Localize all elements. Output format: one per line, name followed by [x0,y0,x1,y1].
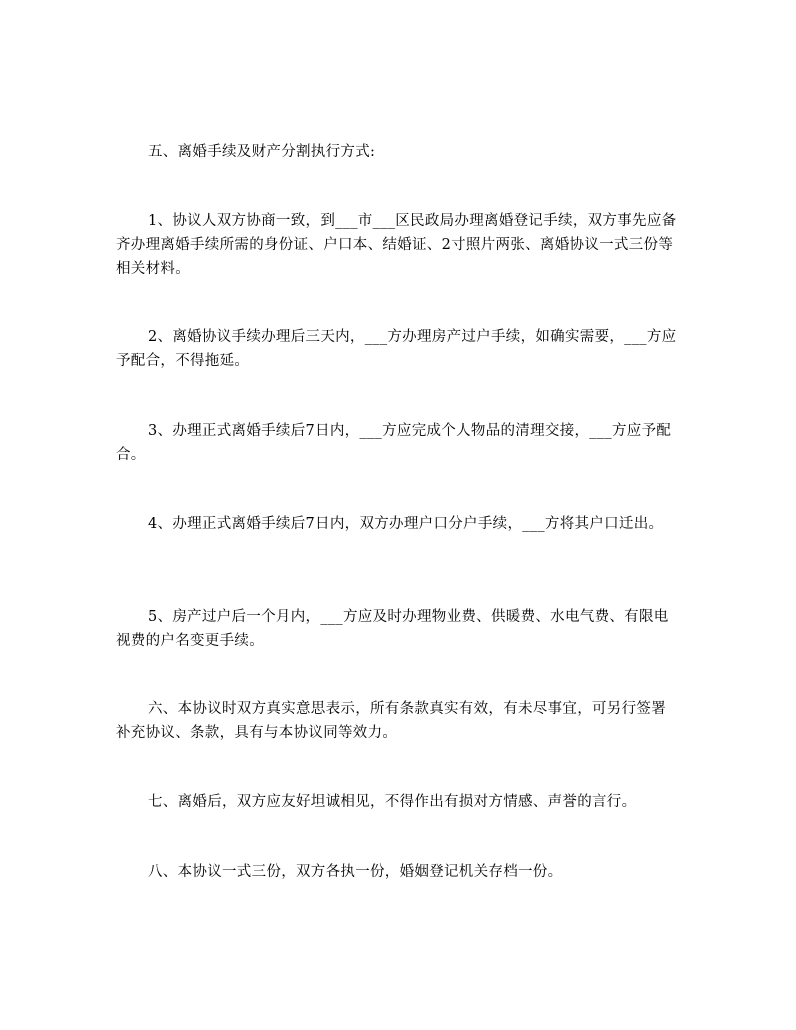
clause-item-4: 4、办理正式离婚手续后7日内，双方办理户口分户手续，___方将其户口迁出。 [148,516,664,532]
clause-item-5: 5、房产过户后一个月内，___方应及时办理物业费、供暖费、水电气费、有限电视费的户名变更手续。 [116,609,669,649]
section-heading-6: 六、本协议时双方真实意思表示，所有条款真实有效，有未尽事宜，可另行签署补充协议、条款，具有与本协议同等效力。 [116,701,666,741]
clause-item-3: 3、办理正式离婚手续后7日内，___方应完成个人物品的清理交接，___方应予配合。 [116,423,672,463]
clause-item-1: 1、协议人双方协商一致，到___市___区民政局办理离婚登记手续，双方事先应备齐办理离婚手续所需的身份证、户口本、结婚证、2寸照片两张、离婚协议一式三份等相关材料。 [116,213,677,277]
clause-item-2: 2、离婚协议手续办理后三天内，___方办理房产过户手续，如确实需要，___方应予配合，不得拖延。 [116,329,677,369]
section-heading-5: 五、离婚手续及财产分割执行方式: [148,144,376,160]
section-heading-8: 八、本协议一式三份，双方各执一份，婚姻登记机关存档一份。 [148,864,563,880]
section-heading-7: 七、离婚后，双方应友好坦诚相见，不得作出有损对方情感、声誉的言行。 [148,794,637,810]
